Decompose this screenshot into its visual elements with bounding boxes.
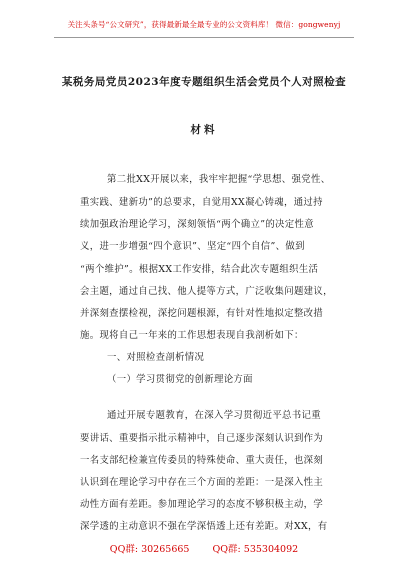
- paragraph-line: 义，进一步增强“四个意识”、坚定“四个自信”、做到: [80, 241, 305, 252]
- document-title-continued: 材料: [190, 124, 218, 136]
- document-title: 某税务局党员2023年度专题组织生活会党员个人对照检查: [61, 76, 347, 88]
- paragraph-line: 并深刻查摆检视，深挖问题根源，有针对性地拟定整改措: [80, 308, 324, 319]
- paragraph-line: 一名支部纪检兼宣传委员的特殊使命、重大责任，也深刻: [80, 455, 324, 466]
- subsection-heading: （一）学习贯彻党的创新理论方面: [107, 374, 253, 385]
- paragraph-line: 深学透的主动意识不强在学深悟透上还有差距。对XX，有: [80, 521, 328, 532]
- paragraph-line: 施。现将自己一年来的工作思想表现自我剖析如下：: [80, 330, 304, 341]
- paragraph-line: 动性方面有差距。参加理论学习的态度不够积极主动，学: [80, 499, 324, 510]
- paragraph-line: 认识到在理论学习中存在三个方面的差距：一是深入性主: [80, 477, 324, 488]
- paragraph-line: 重实践、建新功”的总要求，自觉用XX凝心铸魂，通过持: [80, 197, 323, 208]
- footer-qq-group-1: QQ群: 30265665: [109, 544, 190, 555]
- paragraph-line: 要讲话、重要指示批示精神中，自己逐步深刻认识到作为: [80, 433, 324, 444]
- paragraph-line: 第二批XX开展以来，我牢牢把握“学思想、强党性、: [107, 174, 331, 185]
- section-heading: 一、对照检查剖析情况: [107, 352, 205, 363]
- paragraph-line: 通过开展专题教育，在深入学习贯彻近平总书记重: [107, 410, 321, 421]
- header-divider: [54, 37, 354, 38]
- paragraph-line: 续加强政治理论学习，深刻领悟“两个确立”的决定性意: [80, 219, 314, 230]
- paragraph-line: “两个维护”。根据XX工作安排，结合此次专题组织生活: [80, 264, 319, 275]
- paragraph-line: 会主题，通过自己找、他人提等方式，广泛收集问题建议，: [80, 286, 333, 297]
- footer: [0, 541, 408, 555]
- header-banner: 关注头条号“公文研究”，获得最新最全最专业的公文资料库！ 微信：gongwenyj: [67, 20, 341, 29]
- footer-qq-group-2: QQ群: 535304092: [212, 544, 299, 555]
